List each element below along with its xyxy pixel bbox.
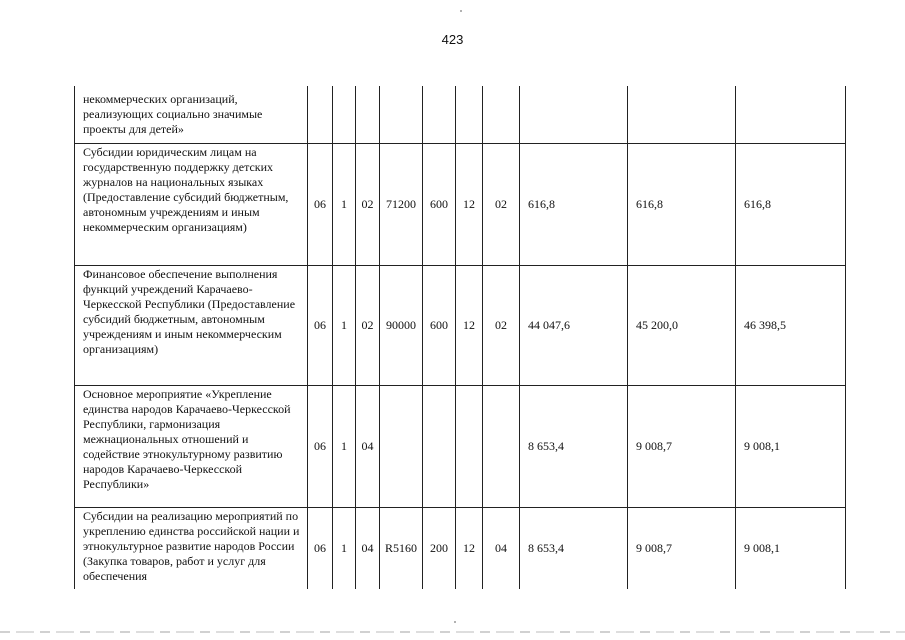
section-code: 06 [308, 507, 333, 589]
amount-year-2: 9 008,7 [628, 385, 736, 507]
subsection-code: 02 [483, 265, 520, 385]
expense-type-code: 600 [423, 143, 456, 265]
subprogram-code: 04 [356, 507, 380, 589]
program-code: 1 [333, 143, 356, 265]
direction-code: 71200 [380, 143, 423, 265]
budget-table [74, 86, 846, 589]
table-row [75, 265, 846, 385]
expense-type-code [423, 385, 456, 507]
subsection-code [483, 86, 520, 143]
subsection-code: 04 [483, 507, 520, 589]
amount-year-3: 9 008,1 [736, 385, 846, 507]
amount-year-2: 45 200,0 [628, 265, 736, 385]
amount-year-2 [628, 86, 736, 143]
direction-code: R5160 [380, 507, 423, 589]
row-description: Субсидии на реализацию мероприятий по укреплению единства российской нации и этнокультурное развитие народов России (Закупка товаров, работ и услуг для обеспечения [75, 507, 308, 589]
direction-code [380, 385, 423, 507]
expense-type-code [423, 86, 456, 143]
direction-code [380, 86, 423, 143]
program-code: 1 [333, 507, 356, 589]
chapter-code [456, 385, 483, 507]
table-row [75, 143, 846, 265]
chapter-code: 12 [456, 265, 483, 385]
section-code [308, 86, 333, 143]
subprogram-code [356, 86, 380, 143]
subsection-code: 02 [483, 143, 520, 265]
chapter-code: 12 [456, 507, 483, 589]
amount-year-3: 9 008,1 [736, 507, 846, 589]
row-description: Основное мероприятие «Укрепление единства народов Карачаево-Черкесской Республики, гармонизация межнациональных отношений и содействие этнокультурному развитию народов Карачаево-Черкесской Республики» [75, 385, 308, 507]
page-number: 423 [441, 32, 464, 47]
expense-type-code: 600 [423, 265, 456, 385]
row-description: некоммерческих организаций, реализующих социально значимые проекты для детей» [75, 86, 308, 143]
table-row [75, 507, 846, 589]
scan-speck [454, 621, 456, 623]
amount-year-1: 616,8 [520, 143, 628, 265]
subprogram-code: 04 [356, 385, 380, 507]
chapter-code: 12 [456, 143, 483, 265]
amount-year-1: 8 653,4 [520, 385, 628, 507]
table-row [75, 86, 846, 143]
program-code: 1 [333, 385, 356, 507]
amount-year-2: 9 008,7 [628, 507, 736, 589]
amount-year-3: 46 398,5 [736, 265, 846, 385]
row-description: Субсидии юридическим лицам на государственную поддержку детских журналов на национальных языках (Предоставление субсидий бюджетным, автономным учреждениям и иным некоммерческим организациям) [75, 143, 308, 265]
table-row [75, 385, 846, 507]
section-code: 06 [308, 143, 333, 265]
direction-code: 90000 [380, 265, 423, 385]
amount-year-2: 616,8 [628, 143, 736, 265]
program-code [333, 86, 356, 143]
amount-year-1: 44 047,6 [520, 265, 628, 385]
subprogram-code: 02 [356, 143, 380, 265]
amount-year-3: 616,8 [736, 143, 846, 265]
row-description: Финансовое обеспечение выполнения функций учреждений Карачаево-Черкесской Республики (Предоставление субсидий бюджетным, автономным учреждениям и иным некоммерческим организациям) [75, 265, 308, 385]
expense-type-code: 200 [423, 507, 456, 589]
chapter-code [456, 86, 483, 143]
section-code: 06 [308, 385, 333, 507]
program-code: 1 [333, 265, 356, 385]
section-code: 06 [308, 265, 333, 385]
subsection-code [483, 385, 520, 507]
amount-year-1: 8 653,4 [520, 507, 628, 589]
subprogram-code: 02 [356, 265, 380, 385]
amount-year-1 [520, 86, 628, 143]
scan-artifact-line [0, 631, 905, 633]
amount-year-3 [736, 86, 846, 143]
scan-speck [460, 10, 462, 12]
